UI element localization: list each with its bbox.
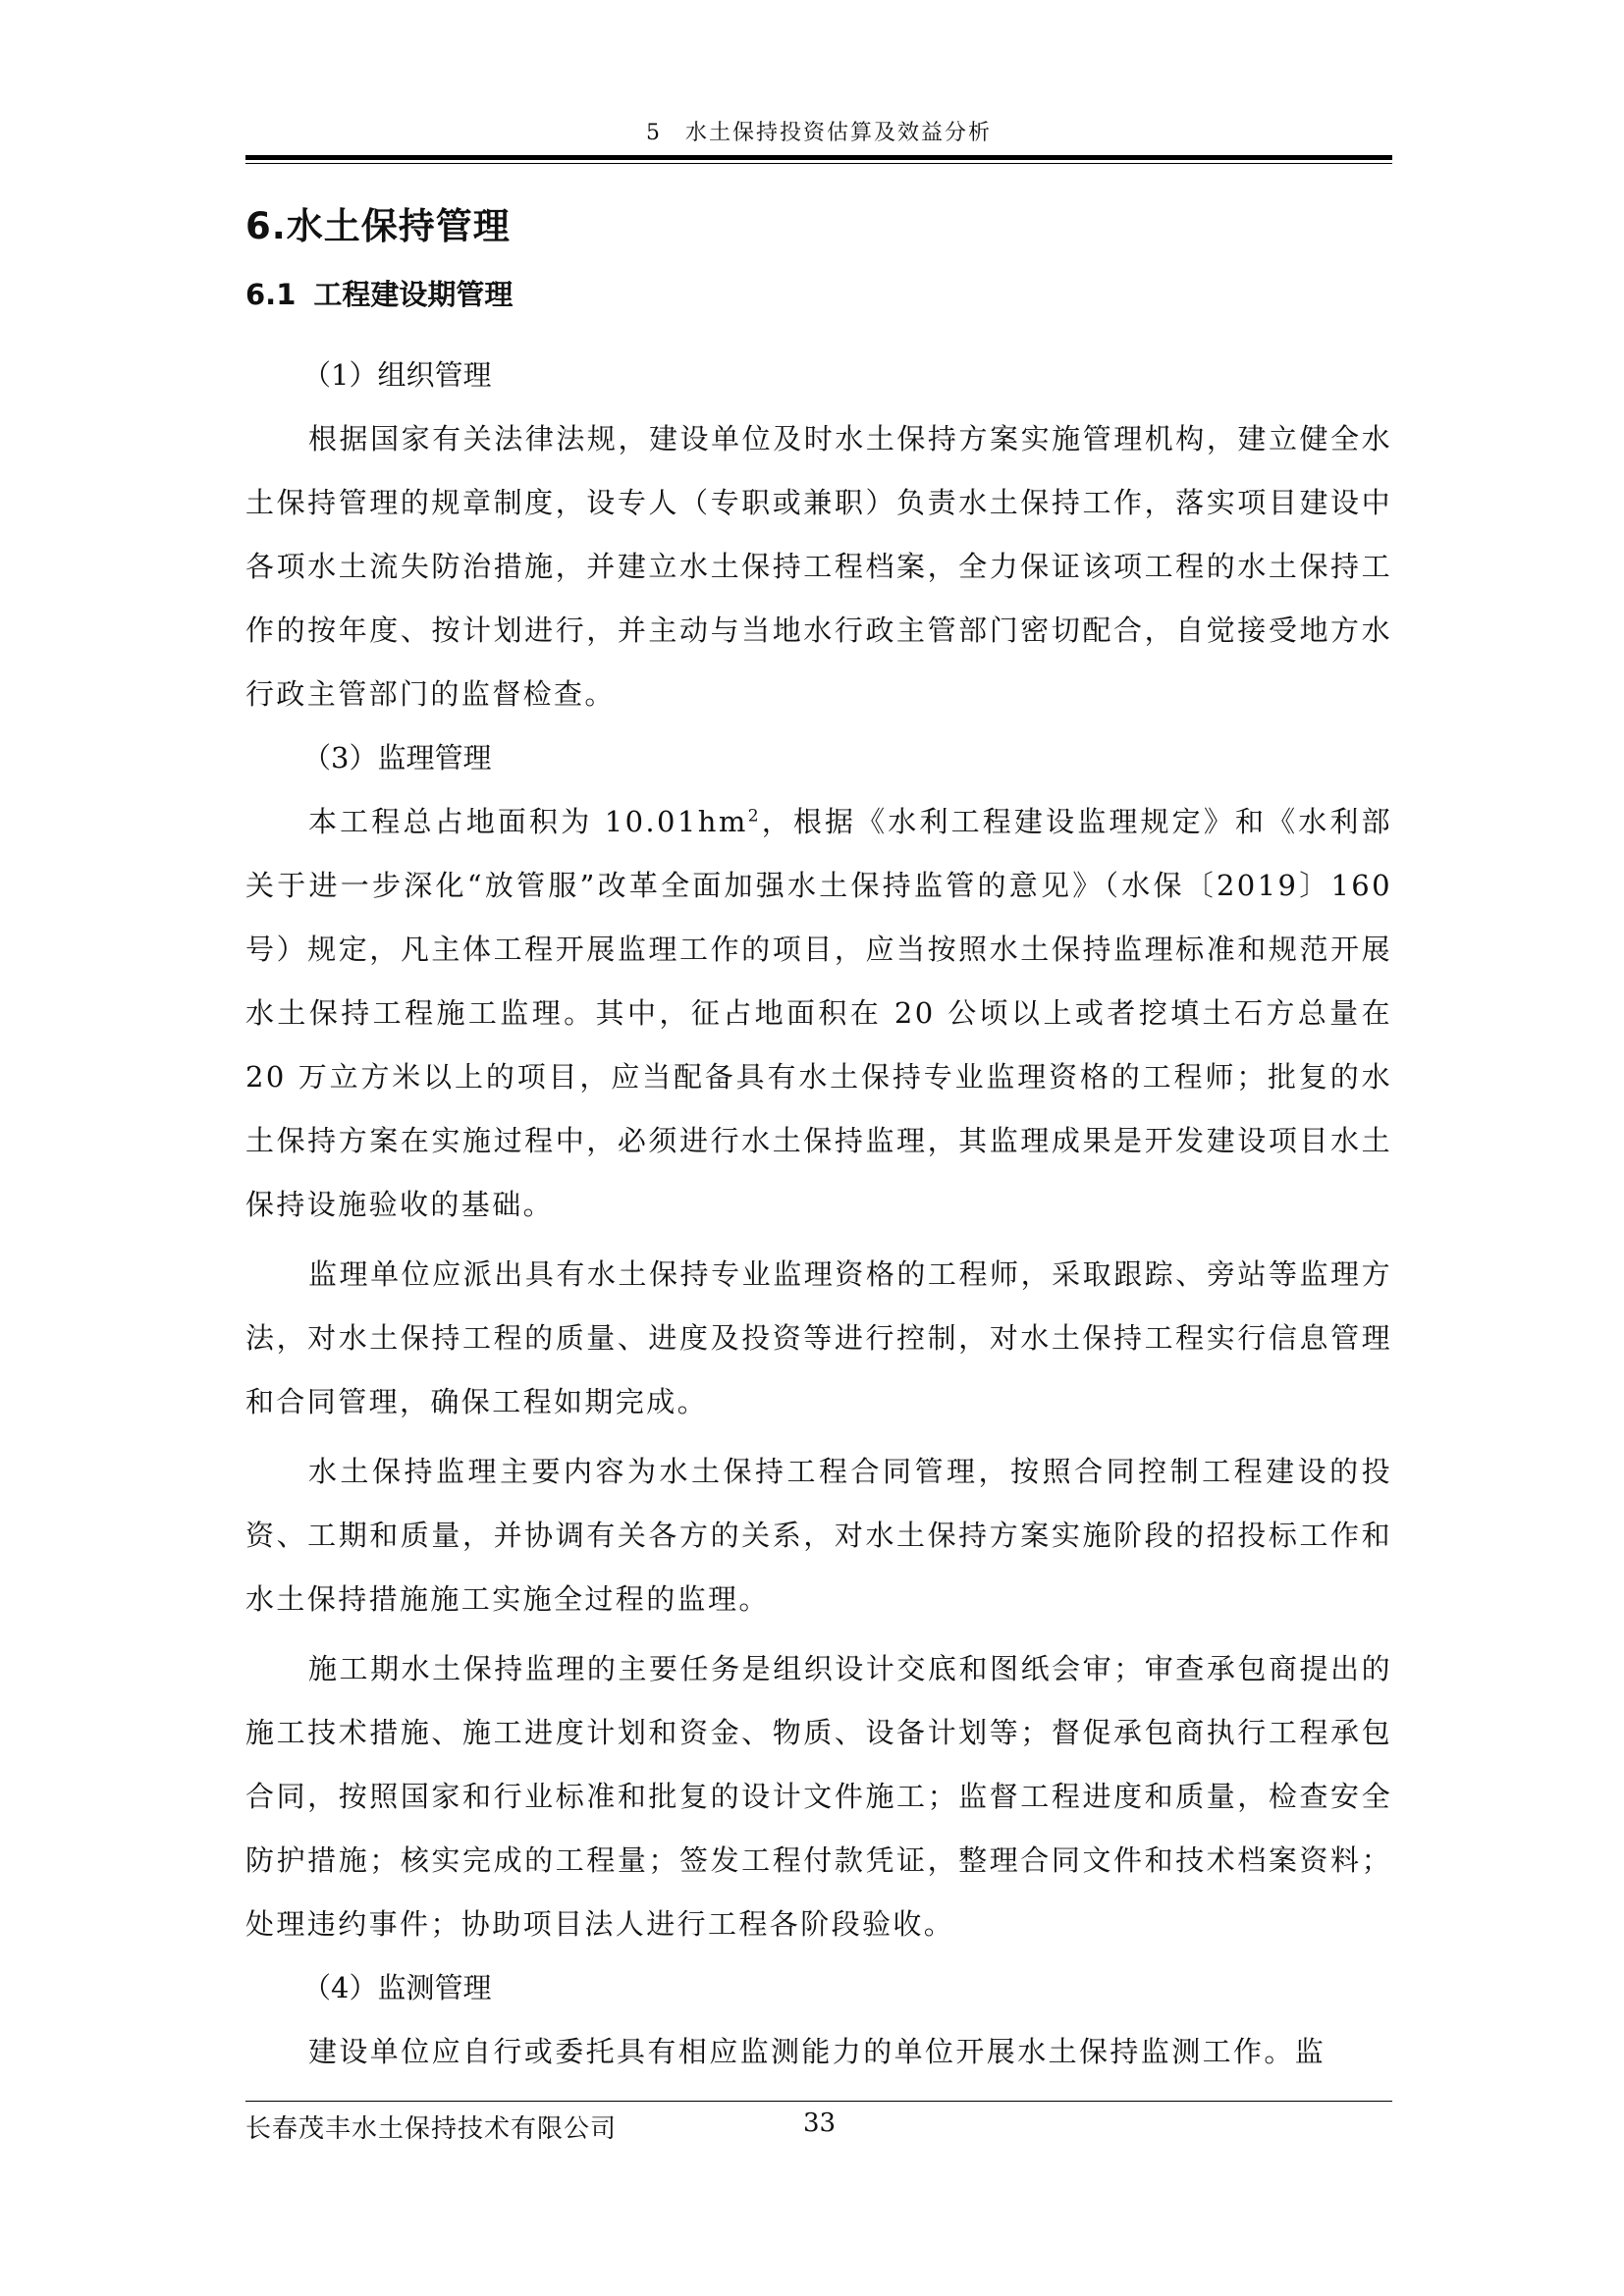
page-number: 33 [803,2109,837,2138]
chapter-heading: 6.水土保持管理 [245,205,511,247]
paragraph-text: ，根据《水利工程建设监理规定》和《水利部关于进一步深化“放管服”改革全面加强水土保持监管的意见》（水保〔2019〕160号）规定，凡主体工程开展监理工作的项目，应当按照水土保持监理标准和规范开展水土保持工程施工监理。其中，征占地面积在 20 公顷以上或者挖填土石方总量在 20 万立方米以上的项目，应当配备具有水土保持专业监理资格的工程师；批复的水土保持方案在实施过程中，必须进行水土保持监理，其监理成果是开发建设项目水土保持设施验收的基础。 [245,805,1392,1221]
subsection-title-organization: （1）组织管理 [302,358,492,392]
paragraph: 根据国家有关法律法规，建设单位及时水土保持方案实施管理机构，建立健全水土保持管理的规章制度，设专人（专职或兼职）负责水土保持工作，落实项目建设中各项水土流失防治措施，并建立水土保持工程档案，全力保证该项工程的水土保持工作的按年度、按计划进行，并主动与当地水行政主管部门密切配合，自觉接受地方水行政主管部门的监督检查。 [245,422,1392,711]
section-number: 6.1 [245,278,297,311]
running-header: 5 水土保持投资估算及效益分析 [646,121,992,145]
paragraph: 施工期水土保持监理的主要任务是组织设计交底和图纸会审；审查承包商提出的施工技术措施、施工进度计划和资金、物质、设备计划等；督促承包商执行工程承包合同，按照国家和行业标准和批复的设计文件施工；监督工程进度和质量，检查安全防护措施；核实完成的工程量；签发工程付款凭证，整理合同文件和技术档案资料；处理违约事件；协助项目法人进行工程各阶段验收。 [245,1652,1392,1941]
section-heading [245,273,513,313]
header-rule-thin [245,163,1392,164]
paragraph: 建设单位应自行或委托具有相应监测能力的单位开展水土保持监测工作。监 [308,2035,1326,2068]
paragraph-text: 本工程总占地面积为 10.01hm [308,805,748,838]
header-rule-thick [245,155,1392,160]
body-content [245,344,1392,2084]
paragraph: 监理单位应派出具有水土保持专业监理资格的工程师，采取跟踪、旁站等监理方法，对水土保持工程的质量、进度及投资等进行控制，对水土保持工程实行信息管理和合同管理，确保工程如期完成。 [245,1257,1392,1418]
subsection-title-supervision: （3）监理管理 [302,741,492,774]
superscript: 2 [747,806,761,827]
paragraph [245,790,1392,1237]
footer-rule [245,2101,1392,2102]
footer-company: 长春茂丰水土保持技术有限公司 [245,2114,618,2144]
subsection-title-monitoring: （4）监测管理 [302,1971,492,2004]
paragraph: 水土保持监理主要内容为水土保持工程合同管理，按照合同控制工程建设的投资、工期和质量，并协调有关各方的关系，对水土保持方案实施阶段的招投标工作和水土保持措施施工实施全过程的监理。 [245,1455,1392,1616]
section-title: 工程建设期管理 [313,278,514,311]
